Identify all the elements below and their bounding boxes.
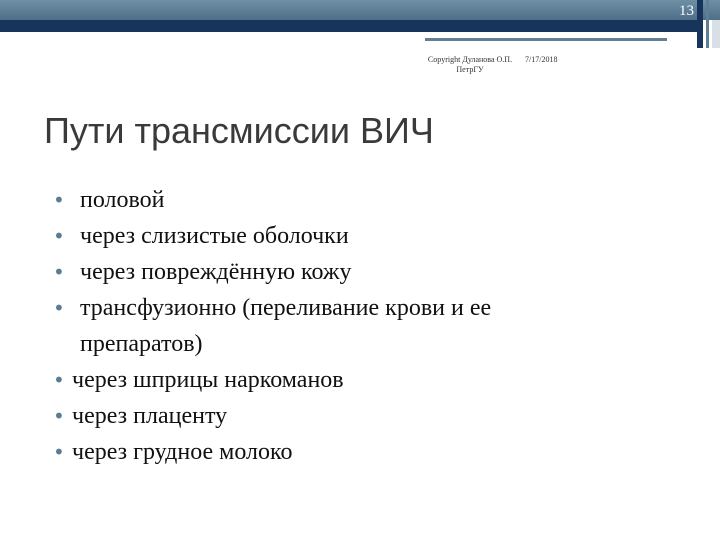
list-item-text: через слизистые оболочки [80,223,349,249]
list-item [50,398,610,434]
slide-number: 13 [679,3,694,19]
header-stripe [0,20,697,32]
list-item-text: половой [80,187,165,213]
list-item-text: через шприцы наркоманов [72,367,344,393]
corner-bar [697,0,703,48]
list-item [50,182,610,218]
footer-date: 7/17/2018 [525,55,558,64]
bullet-dot-icon: • [53,260,65,284]
list-item [50,290,610,362]
slide-title: Пути трансмиссии ВИЧ [44,110,434,151]
bullet-dot-icon: • [53,404,65,428]
bullet-dot-icon: • [53,188,65,212]
corner-bar-light [712,20,720,48]
list-item-text: через повреждённую кожу [80,259,352,285]
list-item-text: трансфузионно (переливание крови и ее препаратов) [80,295,492,357]
bullet-dot-icon: • [53,224,65,248]
header-accent-line [425,38,667,41]
list-item [50,362,610,398]
footer-copyright: Copyright Дуланова О.П. ПетрГУ [427,55,513,74]
list-item-text: через грудное молоко [72,439,293,465]
list-item-text: через плаценту [72,403,228,429]
list-item [50,254,610,290]
bullet-dot-icon: • [53,296,65,320]
bullet-dot-icon: • [53,368,65,392]
corner-bar-thin [706,0,709,48]
bullet-list [50,182,610,470]
header-band [0,0,720,20]
bullet-dot-icon: • [53,440,65,464]
list-item [50,218,610,254]
list-item [50,434,610,470]
